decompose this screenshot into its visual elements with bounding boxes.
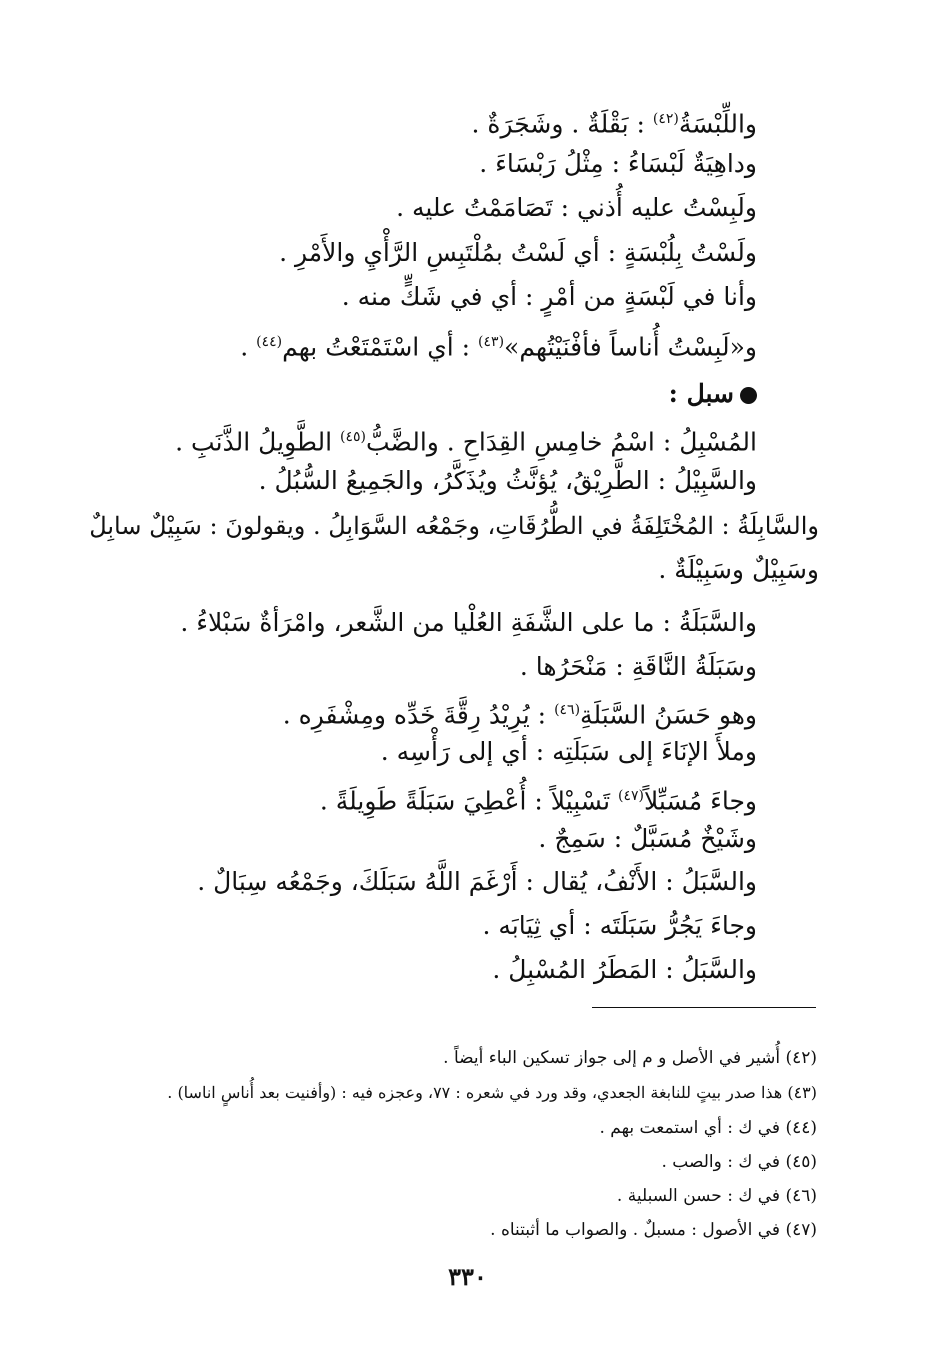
text-line: وأنا في لَبْسَةٍ من أمْرٍ : أي في شَكٍّ منه . bbox=[341, 282, 757, 311]
line-text: و«لَبِسْتُ أُناساً فأفْنَيْتُهم» bbox=[504, 332, 757, 362]
footnote: (٤٣) هذا صدر بيتٍ للنابغة الجعدي، وقد ورد في شعره : ٧٧، وعجزه فيه : (وأفنيت بعد أُناسٍ اناسا) . bbox=[167, 1083, 817, 1102]
line-text: : بَقْلَةٌ . وشَجَرَةٌ . bbox=[471, 109, 645, 139]
footnote: (٤٦) في ك : حسن السبلية . bbox=[616, 1186, 817, 1206]
text-line bbox=[471, 104, 757, 139]
line-text: وجاءَ مُسَبِّلاً bbox=[643, 786, 757, 816]
footnote-ref[interactable]: (٤٣) bbox=[478, 334, 505, 350]
text-line: والسَّابِلَةُ : المُخْتَلِفَةُ في الطُّرُقَاتِ، وجَمْعُه السَّوَابِلُ . ويقولونَ : سَبِيْلٌ سابِلٌ bbox=[89, 512, 819, 540]
line-text: : يُرِيْدُ رِقَّةَ خَدِّه ومِشْفَرِه . bbox=[282, 700, 547, 730]
footnote-ref[interactable]: (٤٦) bbox=[554, 702, 581, 718]
text-line: وداهِيَةٌ لَبْسَاءُ : مِثْلُ رَبْسَاءَ . bbox=[479, 149, 757, 178]
text-line: والسَّبَلُ : المَطَرُ المُسْبِلُ . bbox=[492, 955, 757, 984]
text-line: وسَبَلَةُ النَّاقَةِ : مَنْحَرُها . bbox=[519, 652, 757, 681]
footnote-ref[interactable]: (٤٧) bbox=[618, 788, 644, 804]
text-line: وملأَ الإنَاءَ إلى سَبَلَتِه : أي إلى رَأْسِه . bbox=[380, 737, 757, 766]
text-line bbox=[175, 422, 757, 457]
footnote-ref[interactable]: (٤٢) bbox=[652, 111, 679, 127]
text-line: ولَبِسْتُ عليه أُذني : تَصَامَمْتُ عليه . bbox=[396, 193, 757, 222]
footnote: (٤٥) في ك : والصب . bbox=[661, 1152, 817, 1172]
line-text: تَسْبِيْلاً : أُعْطِيَ سَبَلَةً طَوِيلَةً . bbox=[319, 786, 611, 816]
text-line: والسَّبِيْلُ : الطَّرِيْقُ، يُؤنَّثُ ويُذَكَّرُ، والجَمِيعُ السُّبُلُ . bbox=[258, 466, 757, 495]
footnote: (٤٤) في ك : أي استمعت بهم . bbox=[599, 1118, 817, 1138]
footnote-separator bbox=[592, 1007, 816, 1008]
text-line bbox=[283, 695, 757, 730]
section-heading bbox=[669, 379, 757, 409]
footnote: (٤٢) أُشير في الأصل و م إلى جواز تسكين الباء أيضاً . bbox=[443, 1048, 817, 1068]
page-number: ٣٣٠ bbox=[448, 1262, 487, 1291]
section-heading-text: سبل : bbox=[668, 379, 734, 408]
text-line: ولَسْتُ بِلُبْسَةٍ : أي لَسْتُ بمُلْتَبِسِ الرَّأْيِ والأَمْرِ . bbox=[279, 238, 757, 267]
text-line: وسَبِيْلٌ وسَبِيْلَةٌ . bbox=[658, 555, 819, 584]
footnote: (٤٧) في الأصول : مسبلٌ . والصواب ما أثبتناه . bbox=[490, 1220, 817, 1240]
text-line bbox=[240, 327, 757, 362]
bullet-icon bbox=[740, 387, 757, 404]
text-line: وجاءَ يَجُرُّ سَبَلَتَه : أي ثِيَابَه . bbox=[482, 911, 757, 940]
text-line: والسَّبَلَةُ : ما على الشَّفَةِ العُلْيا من الشَّعر، وامْرَأةٌ سَبْلاءُ . bbox=[180, 608, 757, 637]
footnote-ref[interactable]: (٤٥) bbox=[340, 429, 366, 445]
text-line: وشَيْخٌ مُسَبَّلٌ : سَمِجٌ . bbox=[538, 824, 757, 853]
line-text: المُسْبِلُ : اسْمُ خامِسِ القِدَاحِ . والضَّبُّ bbox=[366, 427, 757, 457]
line-text: واللِّبْسَةُ bbox=[678, 109, 757, 139]
line-text: : أي اسْتَمْتَعْتُ بهم bbox=[282, 332, 471, 362]
text-line: والسَّبَلُ : الأَنْفُ، يُقال : أَرْغَمَ اللَّهُ سَبَلَكَ، وجَمْعُه سِبَالٌ . bbox=[197, 867, 757, 896]
line-text: . bbox=[240, 332, 249, 362]
line-text: وهو حَسَنُ السَّبَلَةِ bbox=[580, 700, 757, 730]
text-line bbox=[320, 781, 757, 816]
footnote-ref[interactable]: (٤٤) bbox=[256, 334, 283, 350]
line-text: الطَّوِيلُ الذَّنَبِ . bbox=[175, 427, 333, 457]
